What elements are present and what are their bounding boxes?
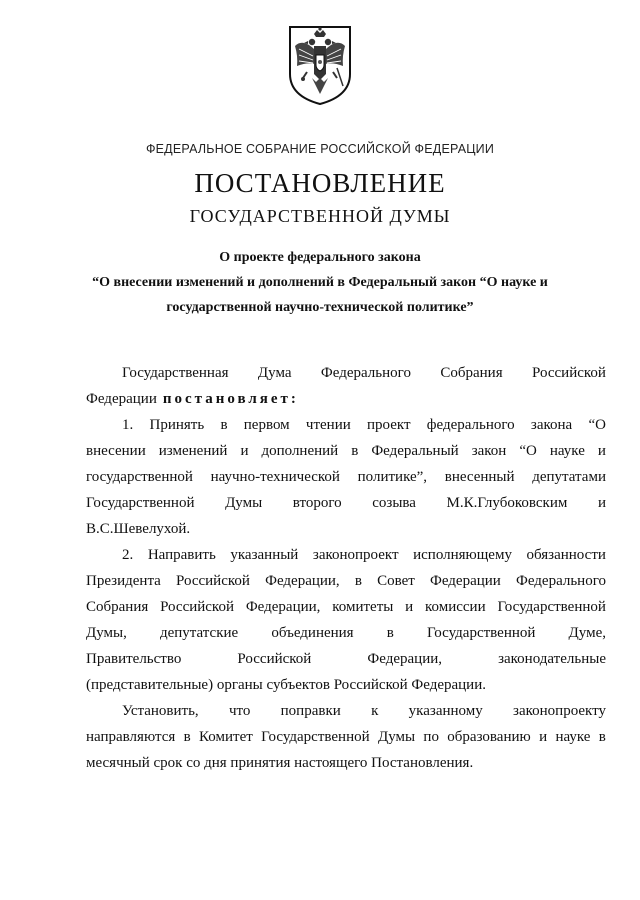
word: направляются <box>86 729 176 745</box>
document-subtitle: ГОСУДАРСТВЕННОЙ ДУМЫ <box>189 206 451 226</box>
word: депутатские <box>159 625 239 641</box>
word: и <box>597 443 606 459</box>
word: внесении <box>86 443 146 459</box>
item-3-line <box>86 698 606 724</box>
word: и <box>597 495 606 511</box>
word: чтении <box>305 417 351 433</box>
coat-of-arms-icon <box>285 22 355 108</box>
word: комитеты <box>332 599 394 615</box>
word: поправки <box>280 703 341 719</box>
word: “О <box>588 417 606 433</box>
word: в <box>220 417 228 433</box>
word: месячный срок со дня принятия настоящего Постановления. <box>86 755 474 771</box>
word: 1. <box>122 417 134 433</box>
word: М.К.Глубоковским <box>446 495 568 511</box>
item-1-line <box>86 490 606 516</box>
preamble-line <box>86 360 606 386</box>
word: первом <box>243 417 290 433</box>
word: Российской <box>176 573 250 589</box>
word: Российской <box>532 365 606 381</box>
item-2-line <box>86 568 606 594</box>
word: и <box>405 599 414 615</box>
word: Думы, <box>86 625 127 641</box>
word: проект <box>367 417 411 433</box>
operative-verb: постановляет: <box>162 391 299 407</box>
word: Собрания <box>86 599 149 615</box>
word: Президента <box>86 573 161 589</box>
word: Федерации, <box>367 651 442 667</box>
word: в <box>354 573 362 589</box>
item-2-line <box>86 542 606 568</box>
word: в <box>351 443 359 459</box>
word: законодательные <box>498 651 606 667</box>
word: Государственной <box>497 599 606 615</box>
word: законопроекту <box>513 703 606 719</box>
word: Правительство <box>86 651 182 667</box>
word: Совет <box>377 573 415 589</box>
word: в <box>183 729 191 745</box>
word: второго <box>292 495 342 511</box>
word: Думе, <box>568 625 606 641</box>
assembly-name: ФЕДЕРАЛЬНОЕ СОБРАНИЕ РОССИЙСКОЙ ФЕДЕРАЦИИ <box>145 142 495 156</box>
word: закона <box>530 417 573 433</box>
item-2-line <box>86 594 606 620</box>
word: Федерации, <box>245 599 321 615</box>
word: изменений <box>158 443 228 459</box>
word: Направить <box>147 547 216 563</box>
word: Комитет <box>199 729 253 745</box>
word: Государственной <box>86 495 195 511</box>
word: науке <box>555 729 591 745</box>
word: внесенный <box>444 469 515 485</box>
word: Федерации, <box>265 573 340 589</box>
word: дополнений <box>261 443 339 459</box>
word: Федеральный <box>371 443 459 459</box>
word: науке <box>549 443 585 459</box>
item-1-line <box>86 438 606 464</box>
word: Думы <box>377 729 416 745</box>
item-1-line <box>86 412 606 438</box>
word: Федерального <box>320 365 411 381</box>
word: Федерации <box>429 573 501 589</box>
word: по <box>423 729 439 745</box>
word: федерального <box>426 417 515 433</box>
resolution-subject <box>80 245 560 320</box>
word: обязанности <box>526 547 606 563</box>
item-2-line <box>86 646 606 672</box>
word: депутатами <box>532 469 606 485</box>
item-2-line <box>86 620 606 646</box>
word: Думы <box>225 495 263 511</box>
word: образованию <box>447 729 531 745</box>
word: Принять <box>149 417 205 433</box>
word: указанный <box>230 547 299 563</box>
item-3-line <box>86 750 606 776</box>
item-3-line <box>86 724 606 750</box>
subject-line: государственной научно-технической политике” <box>166 300 474 315</box>
word: Федерального <box>515 573 606 589</box>
word: и <box>539 729 548 745</box>
word: Дума <box>257 365 292 381</box>
word: в <box>598 729 606 745</box>
word: Российской <box>237 651 312 667</box>
word: (представительные) органы субъектов Российской Федерации. <box>86 677 486 693</box>
word: Установить, <box>122 703 199 719</box>
word: исполняющему <box>413 547 512 563</box>
word: к <box>371 703 379 719</box>
word: комиссии <box>424 599 486 615</box>
word: и <box>240 443 249 459</box>
word: закон <box>471 443 507 459</box>
word: политике”, <box>357 469 428 485</box>
word: В.С.Шевелухой. <box>86 521 191 537</box>
word: законопроект <box>312 547 399 563</box>
resolution-body <box>86 360 606 776</box>
word: Российской <box>160 599 234 615</box>
subject-line: О проекте федерального закона <box>219 250 421 265</box>
word: Государственная <box>122 365 229 381</box>
item-1-line <box>86 464 606 490</box>
word: созыва <box>372 495 416 511</box>
word: “О <box>519 443 537 459</box>
document-title: ПОСТАНОВЛЕНИЕ <box>194 168 446 198</box>
word: что <box>228 703 251 719</box>
word: Государственной <box>261 729 370 745</box>
word: объединения <box>271 625 354 641</box>
word: в <box>386 625 394 641</box>
item-1-line <box>86 516 606 542</box>
word: научно-технической <box>210 469 340 485</box>
item-2-line <box>86 672 606 698</box>
word: Государственной <box>426 625 536 641</box>
word: 2. <box>122 547 134 563</box>
word: государственной <box>86 469 193 485</box>
subject-line: “О внесении изменений и дополнений в Федеральный закон “О науке и <box>92 275 548 290</box>
preamble-line <box>86 386 606 412</box>
word: указанному <box>408 703 483 719</box>
word: Федерации <box>86 391 157 407</box>
word: Собрания <box>440 365 503 381</box>
